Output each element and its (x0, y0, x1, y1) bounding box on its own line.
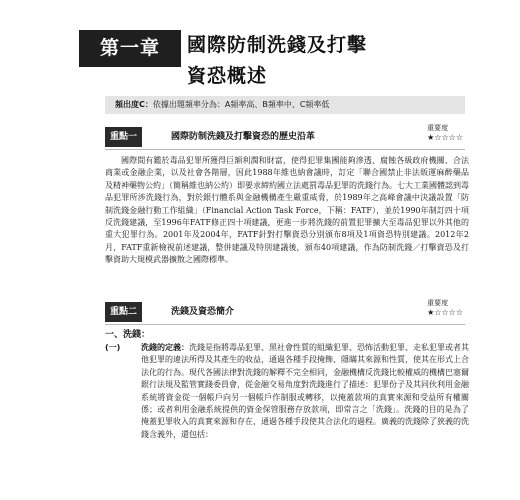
paragraph-history: 國際間有鑑於毒品犯罪所獲得巨額利潤和財富，使得犯罪集團能夠滲透、腐蝕各級政府機關、合法商業或金融企業，以及社會各階層，因此1988年維也納會議時，訂定「聯合國禁止非法販運麻醉藥品及精神藥物公約」（簡稱維也納公約）即要求締約國立法處罰毒品犯罪的洗錢行為。七大工業國體認到毒品犯罪所涉洗錢行為，對於銀行體系與金融機構產生嚴重威脅，於1989年之高峰會議中決議設置「防制洗錢金融行動工作組織」（Financial Action Task Force，下稱：FATF），並於1990年制訂四十項反洗錢建議，至1996年FATF修正四十項建議，更進一步將洗錢的前置犯罪擴大至毒品犯罪以外其他的重大犯罪行為。2001年及2004年，FATF針對打擊資恐分別頒布8項及1項資恐特別建議。2012年2月，FATF重新檢視前述建議，整併建議及特別建議後，頒布40項建議，作為防制洗錢／打擊資恐及打擊資助大規模武器擴散之國際標準。 (105, 156, 469, 265)
importance-stars: ★☆☆☆☆ (427, 133, 463, 142)
topic-header-2 (105, 299, 465, 325)
frequency-text: 依據出題頻率分為：A頻率高、B頻率中、C頻率低 (152, 100, 330, 109)
item-label: (一) (105, 343, 121, 352)
chapter-header (79, 30, 424, 98)
chapter-title-line2: 資恐概述 (187, 65, 268, 87)
item-text (141, 342, 469, 441)
topic-tag: 重點二 (105, 302, 142, 322)
item-term: 洗錢的定義： (141, 343, 189, 352)
importance-stars: ★☆☆☆☆ (427, 308, 463, 317)
frequency-bar (105, 96, 465, 114)
chapter-title (187, 30, 367, 92)
topic-title: 國際防制洗錢及打擊資恐的歷史沿革 (171, 132, 316, 142)
definition-item (105, 342, 469, 441)
topic-tag: 重點一 (105, 127, 142, 147)
importance-label: 重要度 (427, 299, 449, 307)
topic-title: 洗錢及資恐簡介 (171, 307, 235, 317)
section-heading: 一、洗錢： (105, 330, 151, 340)
item-body: 洗錢是指將毒品犯罪、黑社會性質的組織犯罪、恐怖活動犯罪、走私犯罪或者其他犯罪的違法所得及其產生的收益，通過各種手段掩飾、隱瞞其來源和性質，使其在形式上合法化的行為。現代各國法律對洗錢的解釋不完全相同，金融機構反洗錢比較權威的機構巴塞爾銀行法規及監管實踐委員會，從金融交易角度對洗錢進行了描述：犯罪份子及其同伙利用金融系統將資金從一個帳戶向另一個帳戶作制服或轉移，以掩蓋款項的真實來源和受益所有權關係；或者利用金融系統提供的資金保管服務存放款項，即常言之「洗錢」。洗錢的目的是為了掩蓋犯罪收入的真實來源和存在，通過各種手段使其合法化的過程。廣義的洗錢除了狹義的洗錢含義外，還包括： (141, 343, 469, 439)
importance-rating (427, 299, 463, 317)
chapter-title-line1: 國際防制洗錢及打擊 (187, 34, 368, 56)
frequency-label: 頻出度C： (115, 100, 153, 109)
importance-label: 重要度 (427, 124, 449, 132)
chapter-number: 第一章 (79, 30, 181, 67)
topic-header-1 (105, 124, 465, 150)
importance-rating (427, 124, 463, 142)
